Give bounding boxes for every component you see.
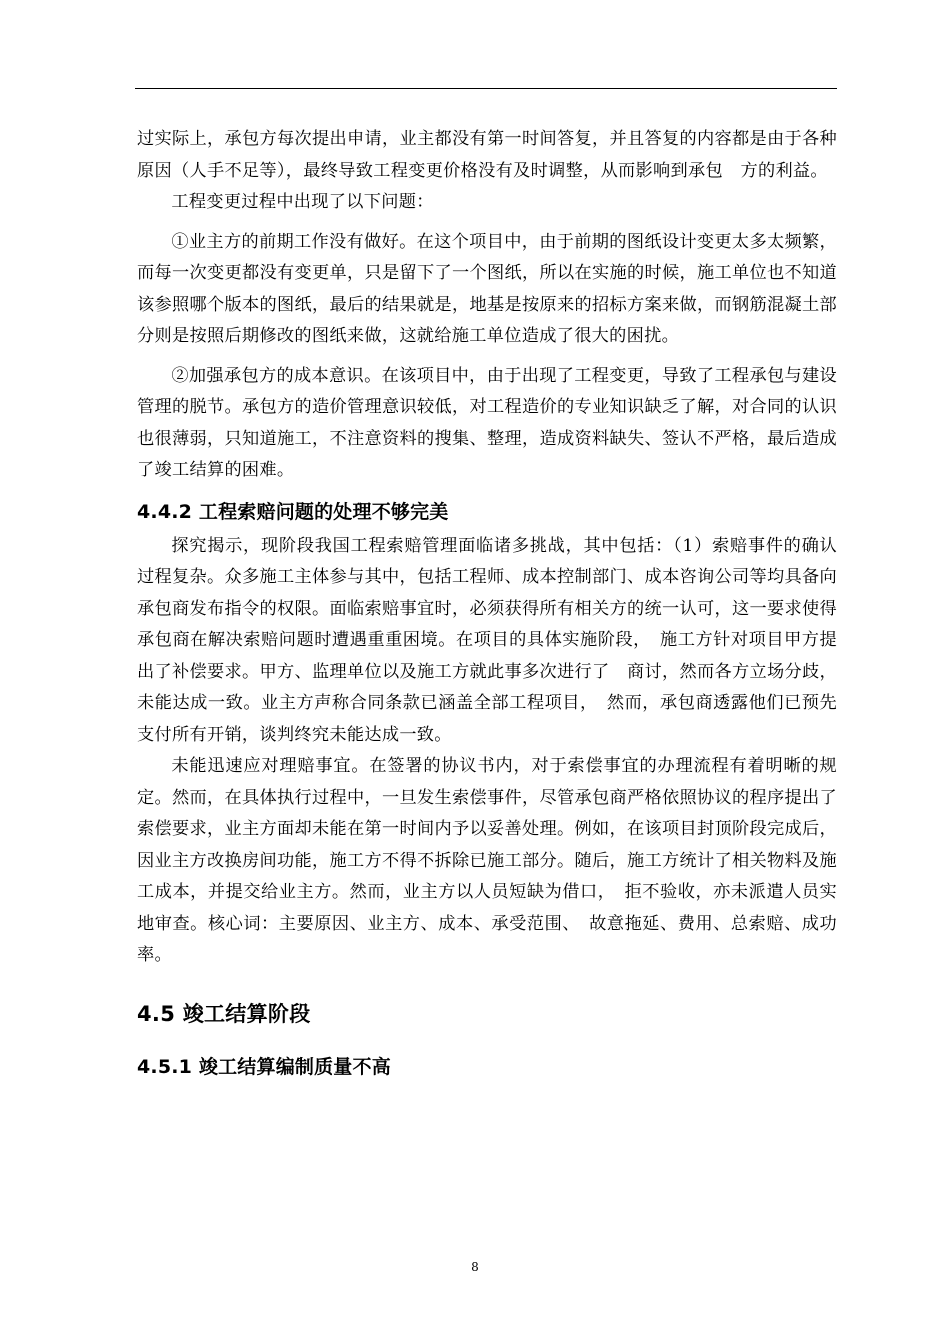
paragraph-problems-intro: 工程变更过程中出现了以下问题： — [171, 192, 434, 212]
paragraph-claims-response: 未能迅速应对理赔事宜。在签署的协议书内，对于索偿事宜的办理流程有着明晰的规定。然而，在具体执行过程中，一旦发生索偿事件，尽管承包商严格依照协议的程序提出了索偿要求，业主方面却未能在第一时间内予以妥善处理。例如，在该项目封顶阶段完成后，因业主方改换房间功能，施工方不得不拆除已施工部分。随后，施工方统计了相关物料及施工成本，并提交给业主方。然而，业主方以人员短缺为借口， 拒不验收，亦未派遣人员实地审查。核心词：主要原因、业主方、成本、承受范围、 故意拖延、费用、总索赔、成功率。 — [137, 756, 837, 965]
paragraph-continuation: 过实际上，承包方每次提出申请，业主都没有第一时间答复，并且答复的内容都是由于各种原因（人手不足等），最终导致工程变更价格没有及时调整，从而影响到承包 方的利益。 — [137, 129, 837, 181]
section-heading-4-5-1: 4.5.1 竣工结算编制质量不高 — [137, 1055, 391, 1078]
section-heading-4-4-2: 4.4.2 工程索赔问题的处理不够完美 — [137, 500, 449, 523]
section-heading-4-5: 4.5 竣工结算阶段 — [137, 1001, 311, 1026]
page-content — [137, 124, 837, 1082]
page-number: 8 — [471, 1260, 479, 1274]
header-rule — [135, 88, 837, 89]
paragraph-claims-challenges: 探究揭示，现阶段我国工程索赔管理面临诸多挑战，其中包括：（1）索赔事件的确认过程复杂。众多施工主体参与其中，包括工程师、成本控制部门、成本咨询公司等均具备向承包商发布指令的权限。面临索赔事宜时，必须获得所有相关方的统一认可，这一要求使得承包商在解决索赔问题时遭遇重重困境。在项目的具体实施阶段， 施工方针对项目甲方提出了补偿要求。甲方、监理单位以及施工方就此事多次进行了 商讨，然而各方立场分歧，未能达成一致。业主方声称合同条款已涵盖全部工程项目， 然而，承包商透露他们已预先支付所有开销，谈判终究未能达成一致。 — [137, 535, 837, 745]
paragraph-problem-2: ②加强承包方的成本意识。在该项目中，由于出现了工程变更，导致了工程承包与建设管理的脱节。承包方的造价管理意识较低，对工程造价的专业知识缺乏了解，对合同的认识也很薄弱，只知道施工，不注意资料的搜集、整理，造成资料缺失、签认不严格，最后造成了竣工结算的困难。 — [137, 365, 837, 480]
paragraph-problem-1: ①业主方的前期工作没有做好。在这个项目中，由于前期的图纸设计变更太多太频繁，而每一次变更都没有变更单，只是留下了一个图纸，所以在实施的时候，施工单位也不知道该参照哪个版本的图纸，最后的结果就是，地基是按原来的招标方案来做，而钢筋混凝土部分则是按照后期修改的图纸来做，这就给施工单位造成了很大的困扰。 — [137, 231, 837, 346]
